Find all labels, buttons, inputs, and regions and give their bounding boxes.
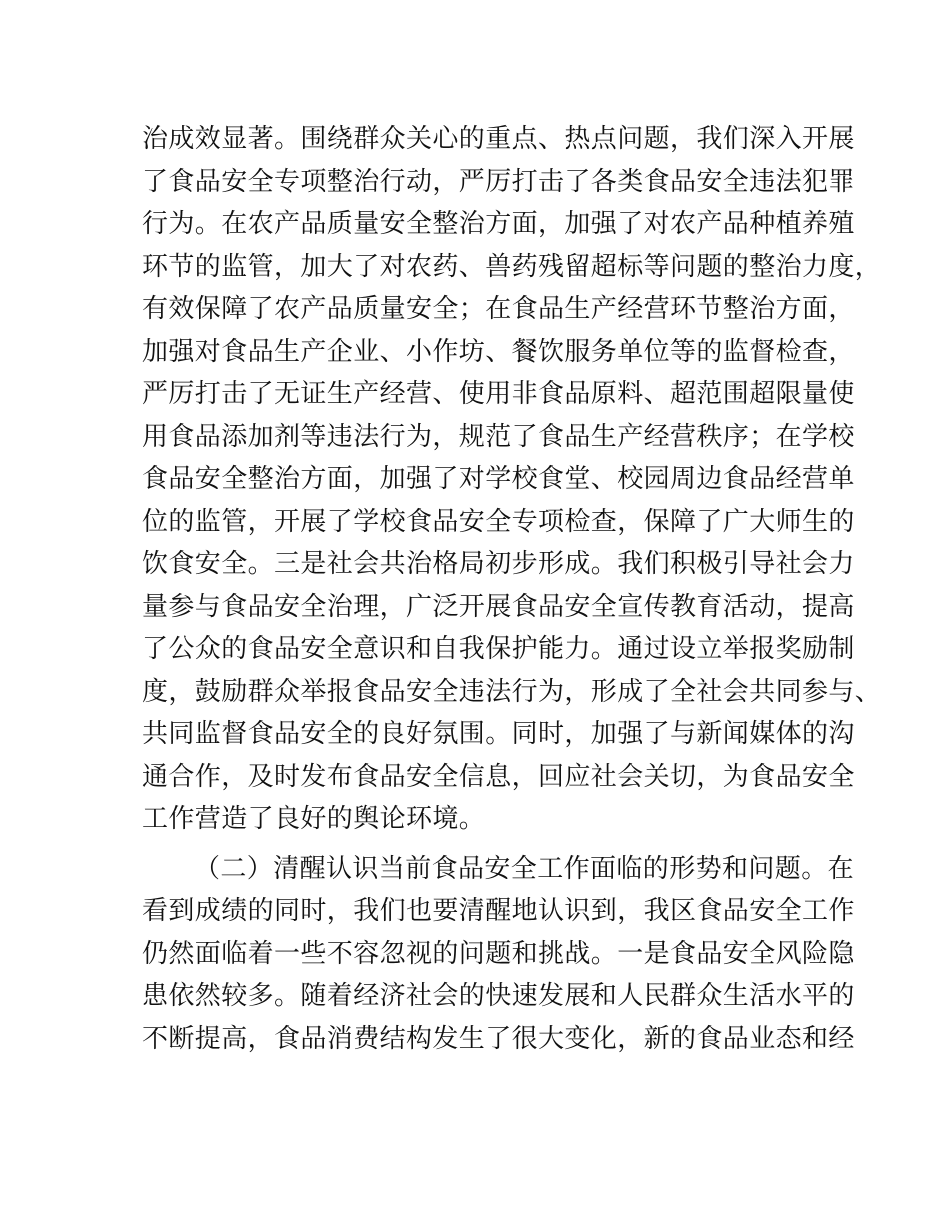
text-line: 工作营造了良好的舆论环境。 [142, 804, 486, 834]
paragraph-spacer [142, 841, 832, 848]
text-line: 通合作，及时发布食品安全信息，回应社会关切，为食品安全 [142, 761, 855, 792]
text-line: 度，鼓励群众举报食品安全违法行为，形成了全社会共同参与、 [142, 676, 882, 707]
body-text [142, 118, 882, 1060]
text-line: 用食品添加剂等违法行为，规范了食品生产经营秩序；在学校 [142, 421, 855, 452]
text-line: 仍然面临着一些不容忽视的问题和挑战。一是食品安全风险隐 [142, 938, 855, 969]
text-line: 了公众的食品安全意识和自我保护能力。通过设立举报奖励制 [142, 634, 855, 664]
text-line: 严厉打击了无证生产经营、使用非食品原料、超范围超限量使 [142, 379, 855, 409]
text-line: 有效保障了农产品质量安全；在食品生产经营环节整治方面， [142, 294, 855, 324]
text-line: （二）清醒认识当前食品安全工作面临的形势和问题。在 [194, 853, 855, 884]
text-line: 患依然较多。随着经济社会的快速发展和人民群众生活水平的 [142, 981, 855, 1011]
text-line: 饮食安全。三是社会共治格局初步形成。我们积极引导社会力 [142, 549, 855, 579]
text-line: 量参与食品安全治理，广泛开展食品安全宣传教育活动，提高 [142, 591, 855, 622]
text-line: 加强对食品生产企业、小作坊、餐饮服务单位等的监督检查， [142, 336, 855, 367]
paragraph-1 [142, 118, 882, 841]
text-line: 食品安全整治方面，加强了对学校食堂、校园周边食品经营单 [142, 464, 855, 494]
text-line: 不断提高，食品消费结构发生了很大变化，新的食品业态和经 [142, 1023, 855, 1054]
text-line: 了食品安全专项整治行动，严厉打击了各类食品安全违法犯罪 [142, 166, 855, 197]
text-line: 行为。在农产品质量安全整治方面，加强了对农产品种植养殖 [142, 209, 855, 239]
text-line: 看到成绩的同时，我们也要清醒地认识到，我区食品安全工作 [142, 896, 855, 926]
text-line: 共同监督食品安全的良好氛围。同时，加强了与新闻媒体的沟 [142, 719, 855, 749]
text-line: 位的监管，开展了学校食品安全专项检查，保障了广大师生的 [142, 506, 855, 537]
text-line: 治成效显著。围绕群众关心的重点、热点问题，我们深入开展 [142, 124, 855, 154]
paragraph-2 [142, 848, 855, 1061]
text-line: 环节的监管，加大了对农药、兽药残留超标等问题的整治力度， [142, 251, 882, 282]
